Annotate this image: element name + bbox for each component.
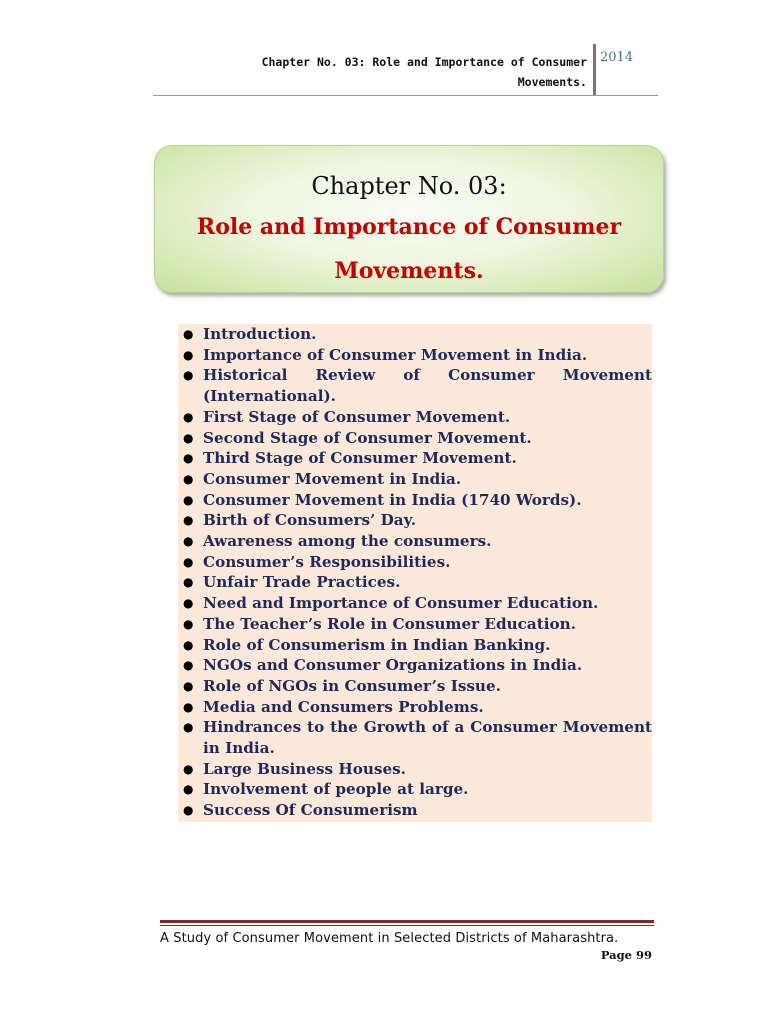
bullet-icon: ●	[183, 347, 194, 362]
bullet-icon: ●	[183, 513, 194, 528]
bullet-icon: ●	[183, 534, 194, 549]
list-item: ● Birth of Consumers’ Day.	[183, 511, 416, 530]
list-item: ● Consumer’s Responsibilities.	[183, 552, 451, 571]
list-item: ● Historical Review of Consumer Movement (International).	[183, 366, 652, 406]
bullet-icon: ●	[183, 803, 194, 818]
bullet-icon: ●	[183, 575, 194, 590]
list-item: ● Consumer Movement in India (1740 Words).	[183, 490, 582, 509]
list-item: ● Introduction.	[183, 325, 317, 343]
running-title-line1: Chapter No. 03: Role and Importance of Consumer	[261, 55, 587, 69]
chapter-title-line1: Role and Importance of Consumer	[196, 214, 622, 240]
bullet-icon: ●	[183, 554, 194, 569]
bullet-icon: ●	[183, 451, 194, 466]
list-item: ● The Teacher’s Role in Consumer Education.	[183, 614, 577, 633]
header-year: 2014	[600, 50, 634, 65]
bullet-icon: ●	[183, 658, 194, 673]
footer-rule-thin	[160, 925, 654, 926]
header-divider	[593, 44, 596, 96]
list-item: ● Need and Importance of Consumer Education.	[183, 594, 599, 613]
header-rule	[153, 95, 658, 96]
list-item: ● Consumer Movement in India.	[183, 469, 462, 488]
bullet-icon: ●	[183, 368, 194, 383]
list-item: ● Third Stage of Consumer Movement.	[183, 449, 517, 468]
list-item: ● First Stage of Consumer Movement.	[183, 407, 511, 426]
page-number: Page 99	[600, 948, 652, 962]
list-item: ● Role of NGOs in Consumer’s Issue.	[183, 676, 501, 695]
bullet-icon: ●	[183, 616, 194, 631]
bullet-icon: ●	[183, 699, 194, 714]
page-header	[153, 44, 658, 98]
bullet-icon: ●	[183, 471, 194, 486]
list-item: ● NGOs and Consumer Organizations in India.	[183, 656, 583, 675]
bullet-icon: ●	[183, 430, 194, 445]
bullet-icon: ●	[183, 327, 194, 341]
list-item: ● Large Business Houses.	[183, 759, 406, 778]
list-item: ● Awareness among the consumers.	[183, 532, 492, 551]
list-item: ● Role of Consumerism in Indian Banking.	[183, 635, 551, 654]
chapter-number: Chapter No. 03:	[311, 172, 507, 200]
bullet-icon: ●	[183, 492, 194, 507]
bullet-icon: ●	[183, 637, 194, 652]
running-title-line2: Movements.	[517, 75, 587, 89]
bullet-icon: ●	[183, 720, 194, 735]
running-title	[153, 52, 587, 92]
list-item: ● Media and Consumers Problems.	[183, 697, 484, 716]
list-item: ● Success Of Consumerism	[183, 801, 418, 820]
bullet-icon: ●	[183, 782, 194, 797]
bullet-icon: ●	[183, 409, 194, 424]
bullet-icon: ●	[183, 761, 194, 776]
bullet-icon: ●	[183, 678, 194, 693]
footer-title: A Study of Consumer Movement in Selected Districts of Maharashtra.	[160, 931, 619, 946]
list-item: ● Importance of Consumer Movement in India.	[183, 345, 588, 364]
list-item: ● Second Stage of Consumer Movement.	[183, 428, 532, 447]
list-item: ● Hindrances to the Growth of a Consumer Movement in India.	[183, 718, 652, 758]
list-item: ● Involvement of people at large.	[183, 780, 469, 799]
chapter-contents-list	[178, 324, 652, 822]
bullet-icon: ●	[183, 596, 194, 611]
list-item: ● Unfair Trade Practices.	[183, 573, 401, 592]
chapter-title-line2: Movements.	[334, 258, 484, 284]
chapter-title-box	[154, 145, 664, 293]
footer-rule-thick	[160, 920, 654, 923]
